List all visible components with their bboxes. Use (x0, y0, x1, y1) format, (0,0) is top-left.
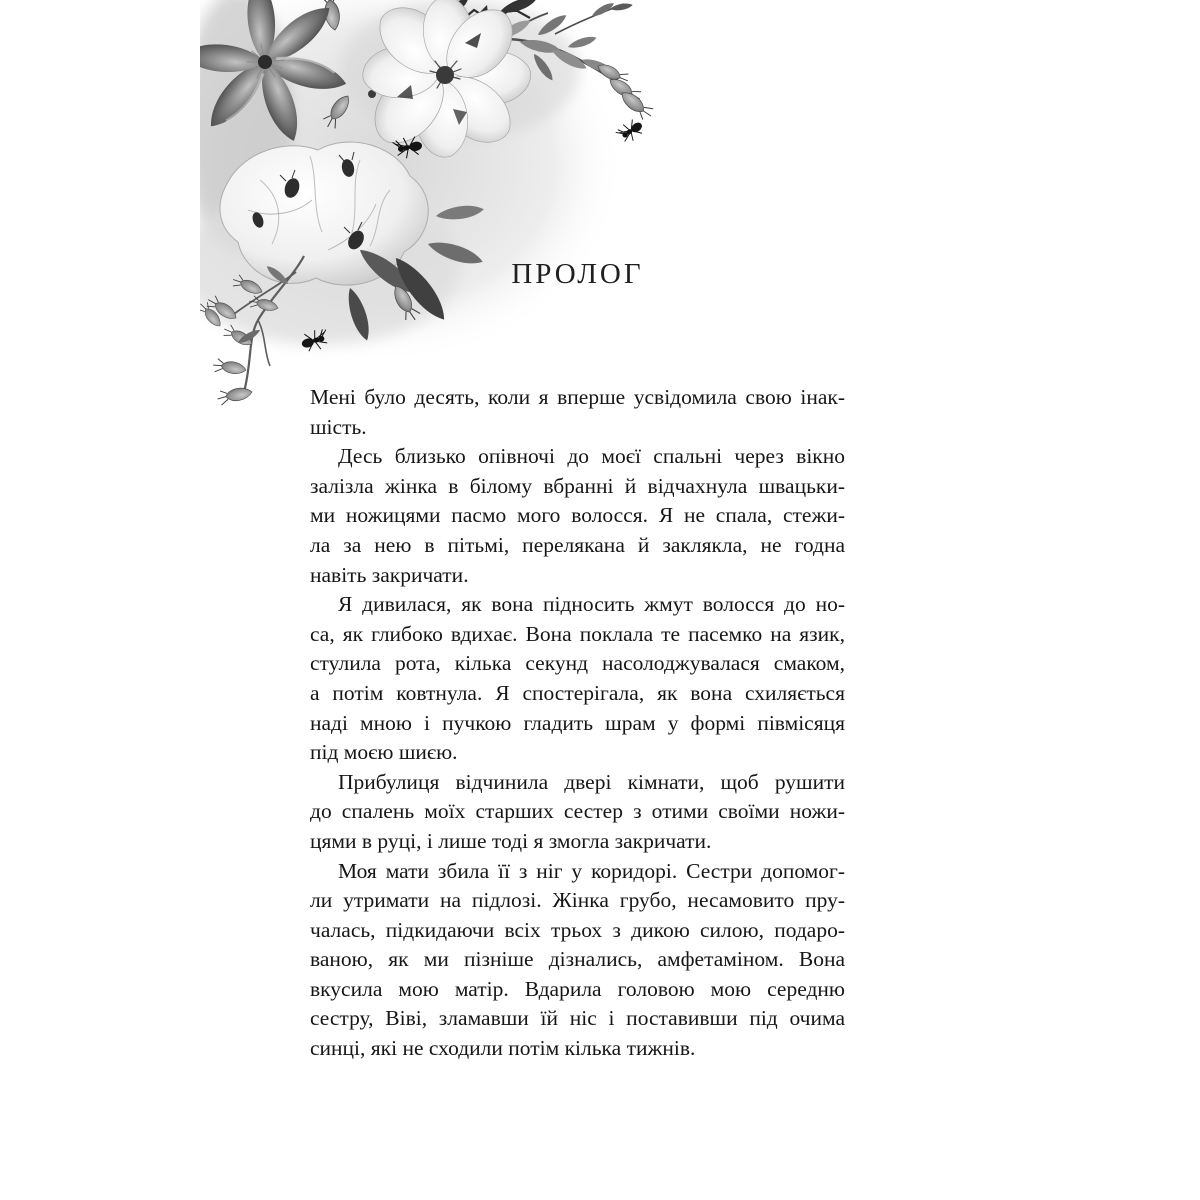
body-text-line: сестру, Віві, зламавши їй ніс і поставивши під очима (310, 1006, 845, 1031)
floral-illustration (200, 0, 670, 430)
body-text-line: наді мною і пучкою гладить шрам у формі півмісяця (310, 710, 845, 735)
chapter-title: ПРОЛОГ (511, 258, 644, 290)
body-text-line: са, як глибоко вдихає. Вона поклала те пасемко на язик, (310, 621, 845, 646)
body-text-line: а потім ковтнула. Я спостерігала, як вона схиляється (310, 680, 845, 705)
body-text-line: цями в руці, і лише тоді я змогла закричати. (310, 828, 712, 853)
body-text-line: чалась, підкидаючи всіх трьох з дикою силою, подаро- (310, 917, 845, 942)
body-text (310, 383, 845, 1064)
body-text-line: ла за нею в пітьмі, перелякана й заклякла, не годна (310, 532, 845, 557)
body-text-line: Моя мати збила її з ніг у коридорі. Сестри допомог- (338, 858, 845, 883)
white-peony (360, 0, 531, 157)
body-text-line: залізла жінка в білому вбранні й відчахнула швацьки- (310, 473, 845, 498)
body-text-line: шість. (310, 414, 367, 439)
body-text-line: стулила рота, кілька секунд насолоджувалася смаком, (310, 651, 845, 676)
body-text-line: Я дивилася, як вона підносить жмут волосся до но- (338, 592, 845, 617)
body-text-line: ми ножицями пасмо мого волосся. Я не спала, стежи- (310, 503, 845, 528)
body-text-line: Десь близько опівночі до моєї спальні через вікно (338, 444, 845, 469)
body-text-line: до спалень моїх старших сестер з отими своїми ножи- (310, 799, 845, 824)
body-text-line: синці, які не сходили потім кілька тижнів. (310, 1036, 696, 1061)
body-text-line: ваною, як ми пізніше дізнались, амфетаміном. Вона (310, 947, 845, 972)
body-text-line: вкусила мою матір. Вдарила головою мою середню (310, 976, 845, 1001)
body-text-line: навіть закричати. (310, 562, 469, 587)
body-text-line: під моєю шиєю. (310, 740, 458, 765)
body-text-line: Мені було десять, коли я вперше усвідомила свою інак- (310, 385, 845, 409)
body-text-line: Прибулиця відчинила двері кімнати, щоб рушити (338, 769, 845, 794)
body-text-line: ли утримати на підлозі. Жінка грубо, несамовито пру- (310, 888, 845, 913)
